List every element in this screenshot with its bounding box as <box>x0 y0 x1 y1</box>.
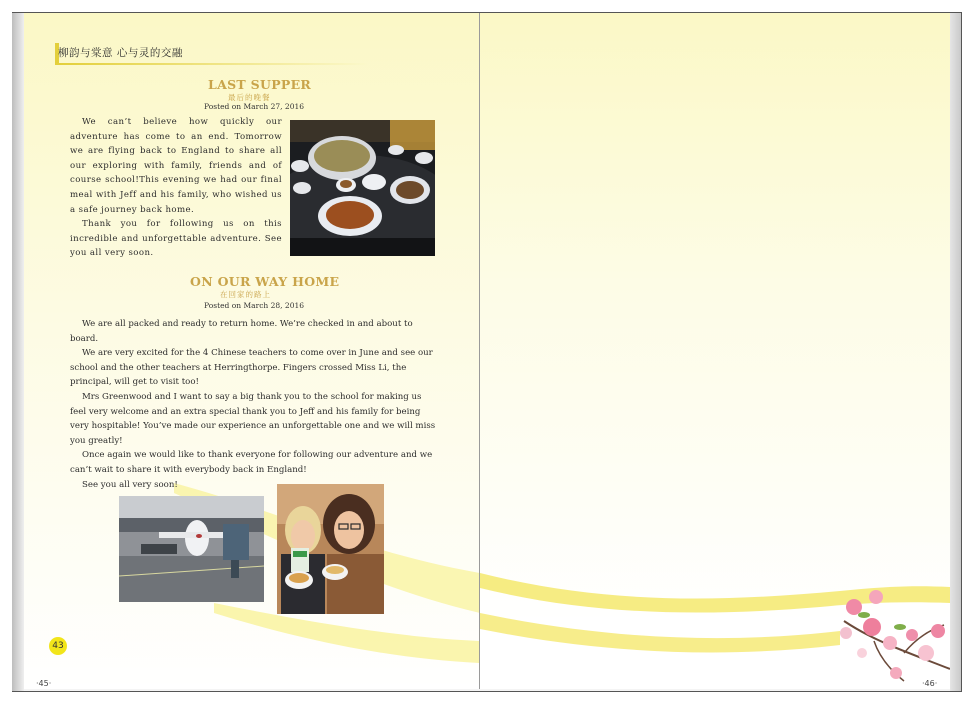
post1-subtitle: 最后的晚餐 <box>228 93 271 102</box>
paragraph: See you all very soon! <box>82 479 178 490</box>
page-number-badge: 43 <box>49 637 67 655</box>
header-underline <box>58 63 368 65</box>
post1-body <box>70 115 282 261</box>
paragraph: We are very excited for the 4 Chinese teachers to come over in June and see our school and the other teachers at Herringthorpe. Fingers crossed Miss Li, the principal, will get to visit too! <box>70 348 433 388</box>
teachers-selfie-photo <box>277 484 384 614</box>
post2-body <box>70 317 438 492</box>
paragraph: Thank you for following us on this incredible and unforgettable adventure. See you all very soon. <box>70 219 282 259</box>
right-edge-shadow <box>950 13 961 691</box>
post2-subtitle: 在回家的路上 <box>220 290 271 299</box>
post2-title: ON OUR WAY HOME <box>190 274 340 289</box>
plum-blossom-decoration <box>834 581 950 689</box>
paragraph: Once again we would like to thank everyone for following our adventure and we can’t wait to share it with everybody back in England! <box>70 450 433 475</box>
airport-photo <box>119 496 264 602</box>
left-page[interactable] <box>24 13 480 689</box>
page-header: 柳韵与棠意 心与灵的交融 <box>58 47 183 59</box>
post2-date: Posted on March 28, 2016 <box>204 301 305 310</box>
post1-title: LAST SUPPER <box>208 77 312 92</box>
paragraph: Mrs Greenwood and I want to say a big thank you to the school for making us feel very welcome and an extra special thank you to Jeff and his family for being very hospitable! You’ve made our experience an unforgettable one and we will miss you greatly! <box>70 391 436 446</box>
dinner-table-photo <box>290 120 435 256</box>
paragraph: We are all packed and ready to return home. We’re checked in and about to board. <box>70 319 413 344</box>
paragraph: We can’t believe how quickly our adventure has come to an end. Tomorrow we are flying back to England to share all our exploring with family, friends and of course school!This evening we had our final meal with Jeff and his family, who wished us a safe journey back home. <box>70 117 282 215</box>
post1-date: Posted on March 27, 2016 <box>204 102 305 111</box>
left-folio: ·45· <box>36 679 52 688</box>
right-page[interactable] <box>480 13 950 689</box>
right-folio: ·46· <box>922 679 938 688</box>
left-edge-shadow <box>12 13 24 691</box>
